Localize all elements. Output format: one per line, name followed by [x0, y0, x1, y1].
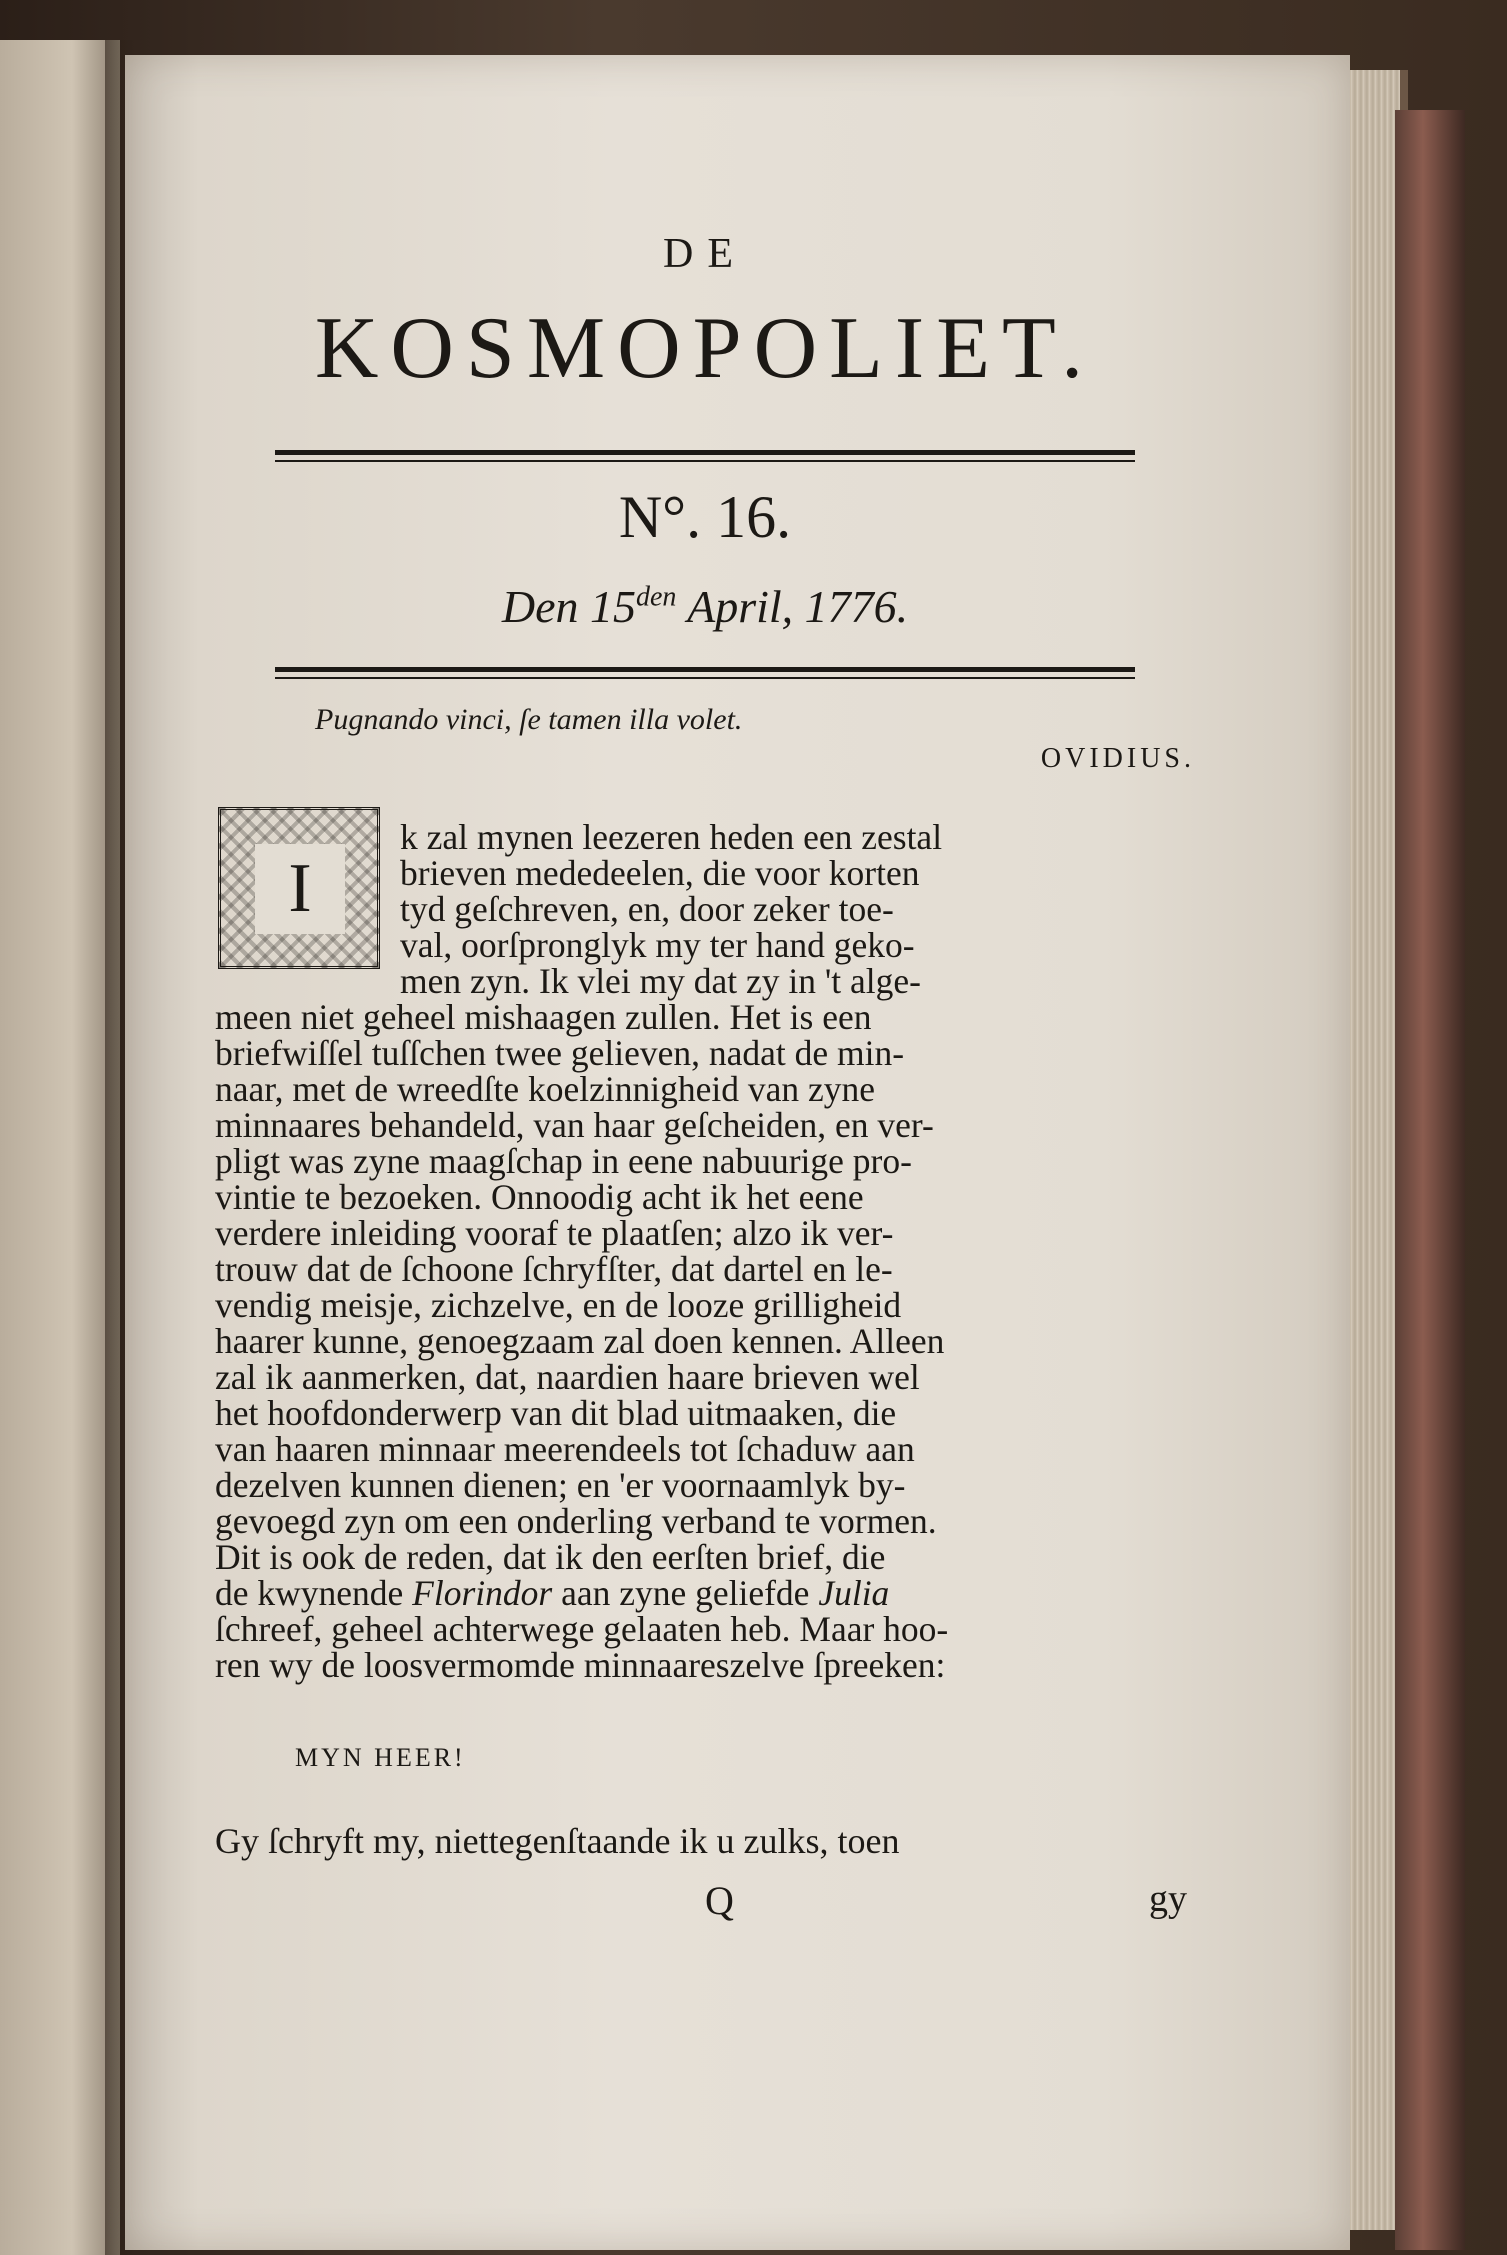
- name-julia: Julia: [818, 1573, 890, 1613]
- body-line: vendig meisje, zichzelve, en de looze grilligheid: [215, 1285, 902, 1325]
- page-title: KOSMOPOLIET.: [314, 300, 1096, 397]
- epigraph: Pugnando vinci, ſe tamen illa volet.: [315, 703, 743, 736]
- body-line: pligt was zyne maagſchap in eene nabuurige pro-: [215, 1141, 912, 1181]
- body-line: men zyn. Ik vlei my dat zy in 't alge-: [400, 961, 921, 1001]
- issue-date: Den $15^{den}$ April, 1776.: [501, 581, 909, 632]
- divider-top-thin: [275, 460, 1135, 462]
- body-line: verdere inleiding vooraf te plaatſen; alzo ik ver-: [215, 1213, 894, 1253]
- body-line: k zal mynen leezeren heden een zestal: [400, 817, 943, 857]
- body-line: trouw dat de ſchoone ſchryfſter, dat dartel en le-: [215, 1249, 893, 1289]
- body-line: naar, met de wreedſte koelzinnigheid van zyne: [215, 1069, 875, 1109]
- body-line: minnaares behandeld, van haar geſcheiden, en ver-: [215, 1105, 934, 1145]
- body-line: haarer kunne, genoegzaam zal doen kennen. Alleen: [215, 1321, 945, 1361]
- body-line: vintie te bezoeken. Onnoodig acht ik het eene: [215, 1177, 864, 1217]
- body-line: tyd geſchreven, en, door zeker toe-: [400, 889, 894, 929]
- catchword: gy: [1149, 1878, 1187, 1920]
- decorated-initial: [218, 807, 380, 969]
- body-line: meen niet geheel mishaagen zullen. Het is een: [215, 997, 872, 1037]
- body-line: ſchreef, geheel achterwege gelaaten heb. Maar hoo-: [215, 1609, 949, 1649]
- body-line: dezelven kunnen dienen; en 'er voornaamlyk by-: [215, 1465, 906, 1505]
- header-de: DE: [663, 231, 747, 277]
- issue-number: N°. 16.: [618, 484, 792, 550]
- divider-bottom-thin: [275, 677, 1135, 679]
- book-page: [125, 55, 1350, 2250]
- signature-mark: Q: [705, 1878, 734, 1923]
- name-florindor: Florindor: [412, 1573, 553, 1613]
- body-line: de kwynende Florindor aan zyne geliefde Julia: [215, 1573, 890, 1613]
- body-line: ren wy de loosvermomde minnaareszelve ſpreeken:: [215, 1645, 946, 1685]
- body-line: brieven mededeelen, die voor korten: [400, 853, 920, 893]
- facing-page: [0, 40, 120, 2255]
- epigraph-author: OVIDIUS.: [1040, 743, 1195, 774]
- body-line: briefwiſſel tuſſchen twee gelieven, nadat de min-: [215, 1033, 905, 1073]
- body-line: gevoegd zyn om een onderling verband te vormen.: [215, 1501, 937, 1541]
- divider-top: [275, 450, 1135, 455]
- body-line: zal ik aanmerken, dat, naardien haare brieven wel: [215, 1357, 920, 1397]
- body-line: val, oorſpronglyk my ter hand geko-: [400, 925, 915, 965]
- body-line: Dit is ook de reden, dat ik den eerſten brief, die: [215, 1537, 886, 1577]
- body-line: van haaren minnaar meerendeels tot ſchaduw aan: [215, 1429, 915, 1469]
- letter-salutation: MYN HEER!: [295, 1743, 466, 1772]
- initial-letter: I: [255, 844, 345, 934]
- letter-first-line: Gy ſchryft my, niettegenſtaande ik u zulks, toen: [215, 1821, 900, 1861]
- book-cover: [1395, 110, 1465, 2250]
- body-line: het hoofdonderwerp van dit blad uitmaaken, die: [215, 1393, 897, 1433]
- divider-bottom: [275, 667, 1135, 672]
